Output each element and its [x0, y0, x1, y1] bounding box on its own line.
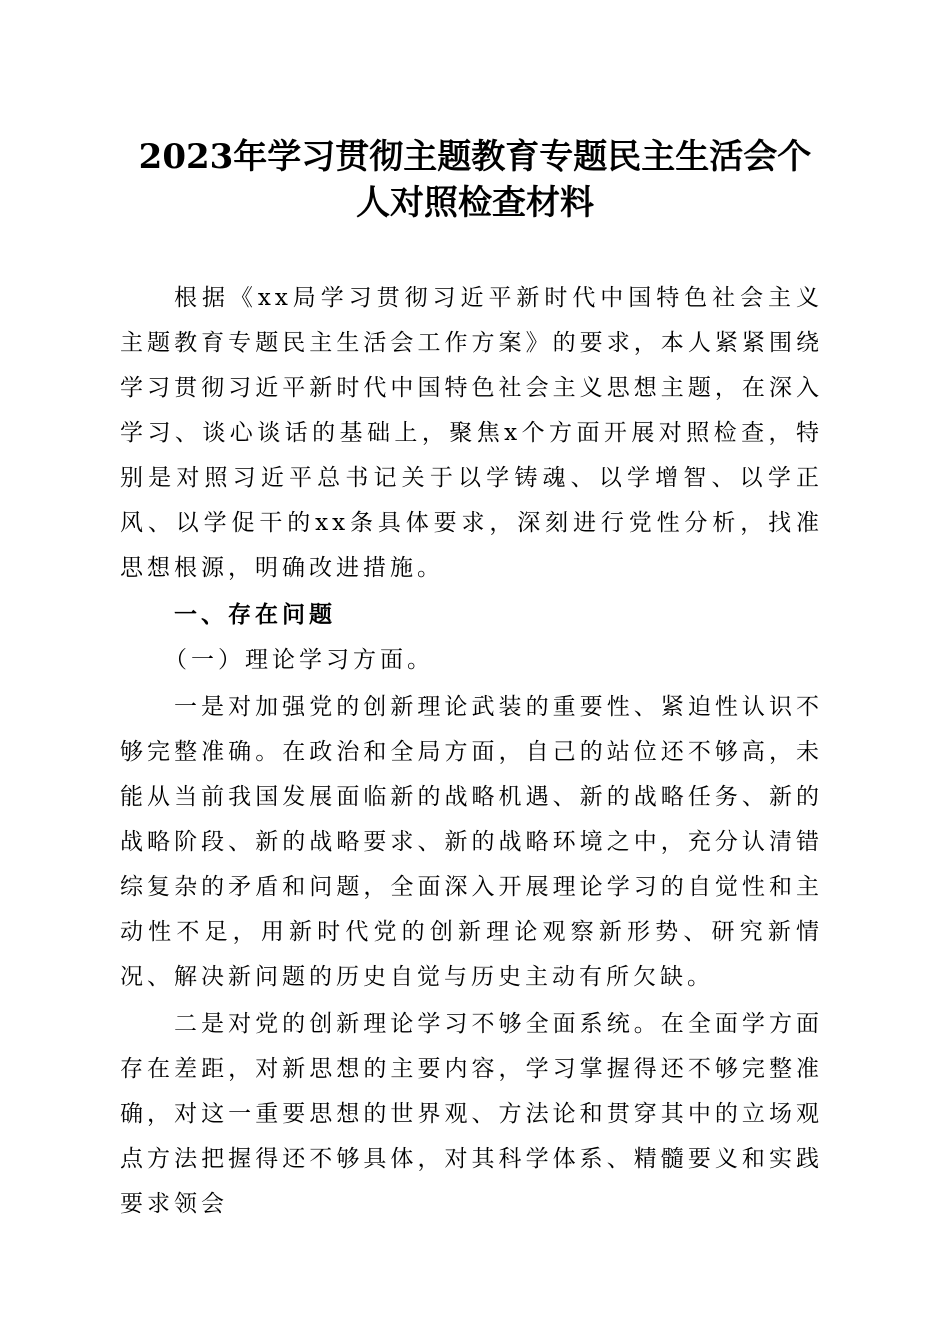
point-2-paragraph [120, 1002, 823, 1227]
document-title [100, 134, 850, 226]
title-line-1: 2023年学习贯彻主题教育专题民主生活会个 [138, 137, 812, 177]
title-line-2: 人对照检查材料 [356, 183, 594, 223]
intro-paragraph: 根据《xx局学习贯彻习近平新时代中国特色社会主义主题教育专题民主生活会工作方案》的要求，本人紧紧围绕学习贯彻习近平新时代中国特色社会主义思想主题，在深入学习、谈心谈话的基础上，聚焦x个方面开展对照检查，特别是对照习近平总书记关于以学铸魂、以学增智、以学正风、以学促干的xx条具体要求，深刻进行党性分析，找准思想根源，明确改进措施。 [120, 285, 823, 581]
point-1-paragraph [120, 685, 823, 1000]
point-1-lead: 一是对加强党的创新理论武装的重要性、紧迫性认识不够完整准确。 [120, 694, 823, 765]
document-body [120, 276, 823, 1227]
subsection-heading-theory-study: （一）理论学习方面。 [164, 647, 434, 673]
point-1-body: 在政治和全局方面，自己的站位还不够高，未能从当前我国发展面临新的战略机遇、新的战略任务、新的战略阶段、新的战略要求、新的战略环境之中，充分认清错综复杂的矛盾和问题，全面深入开展理论学习的自觉性和主动性不足，用新时代党的创新理论观察新形势、研究新情况、解决新问题的历史自觉与历史主动有所欠缺。 [120, 739, 824, 990]
point-2-lead: 二是对党的创新理论学习不够全面系统。 [174, 1011, 661, 1037]
point-2-body: 在全面学方面存在差距，对新思想的主要内容，学习掌握得还不够完整准确，对这一重要思想的世界观、方法论和贯穿其中的立场观点方法把握得还不够具体，对其科学体系、精髓要义和实践要求领会 [120, 1011, 824, 1217]
section-heading-problems: 一、存在问题 [174, 602, 336, 628]
